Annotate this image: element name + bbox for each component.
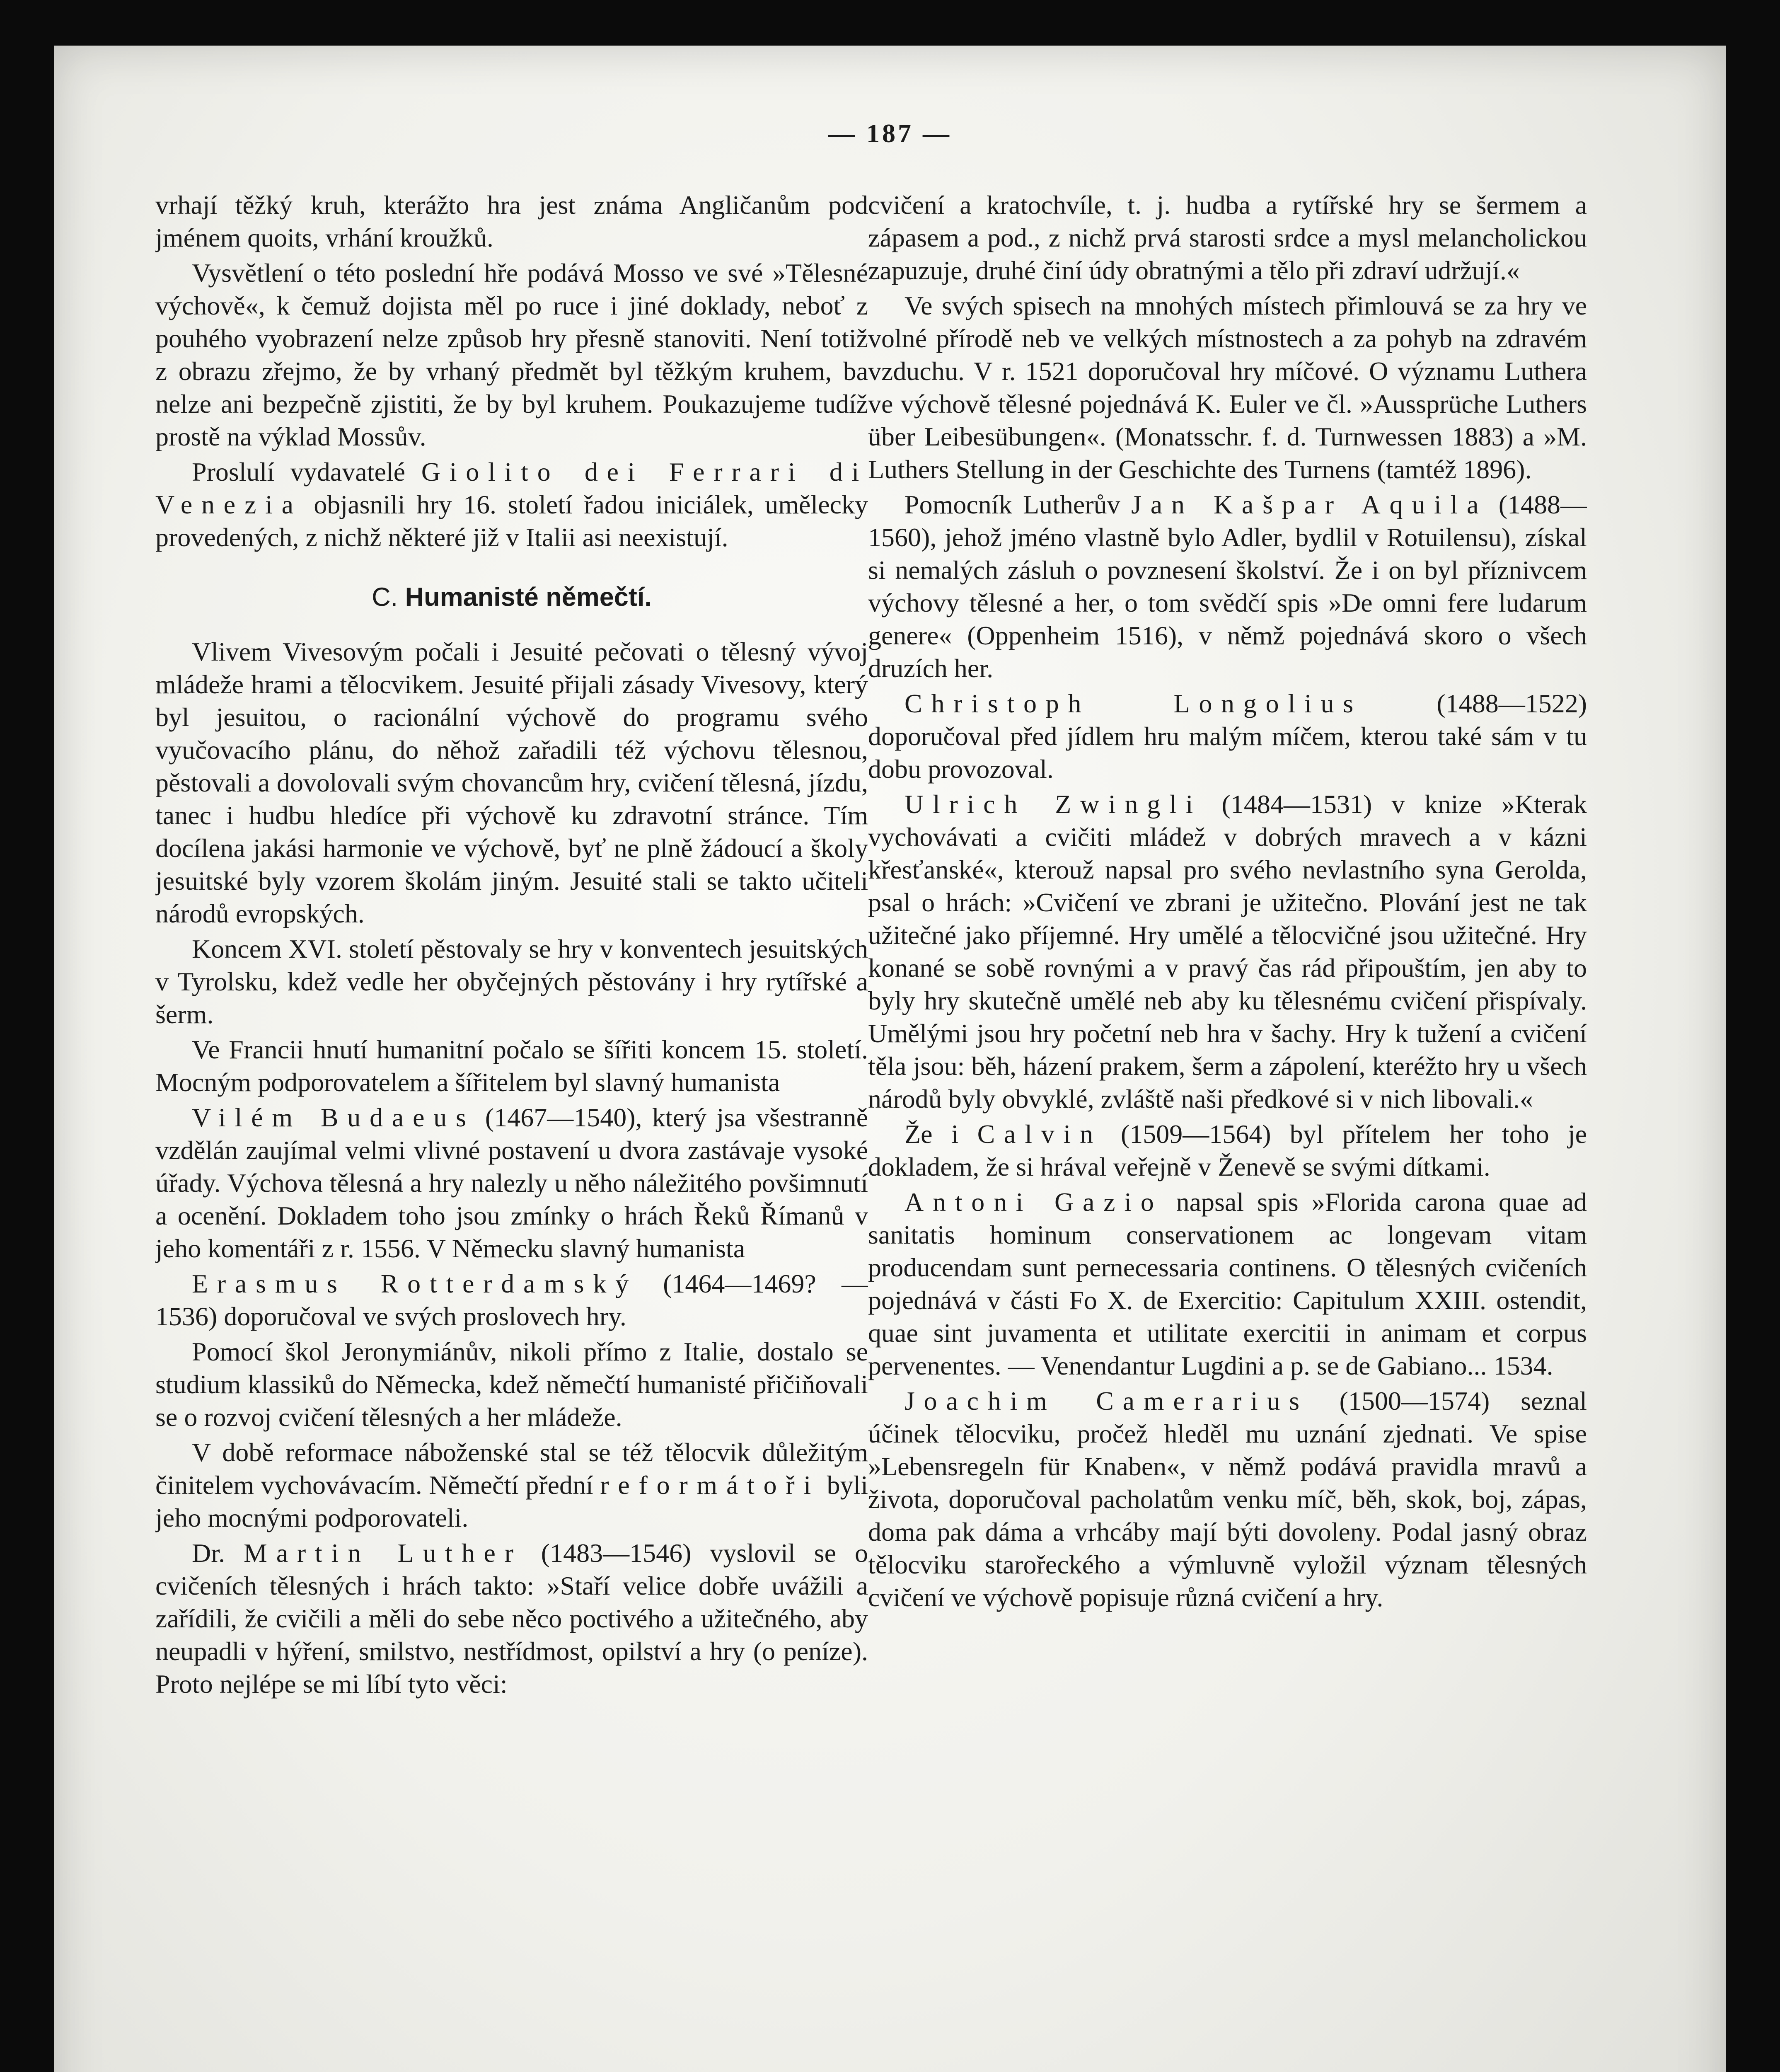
paragraph-text: Dr. xyxy=(192,1538,225,1568)
paragraph-text: (1483—1546) vyslovil se o cvičeních tělesných i hrách takto: »Staří velice dobře uvážili a zařídili, že cvičili a měli do sebe něco poctivého a užitečného, aby neupadli v hýření, smilstvo, nestřídmost, opilství a hry (o peníze). Proto nejlépe se mi líbí tyto věci: xyxy=(155,1538,868,1699)
section-title: Humanisté němečtí. xyxy=(405,583,652,612)
paragraph-text: byli jeho mocnými podporovateli. xyxy=(155,1470,868,1532)
spaced-name: Jan Kašpar Aquila xyxy=(1131,490,1488,519)
paragraph: Ve svých spisech na mnohých místech přimlouvá se za hry ve volné přírodě neb ve velkých místnostech a za pohyb na zdravém vzduchu. V r. 1521 doporučoval hry míčové. O významu Luthera ve výchově tělesné pojednává K. Euler ve čl. »Aussprüche Luthers über Leibesübungen«. (Monatsschr. f. d. Turnwessen 1883) a »M. Luthers Stellung in der Geschichte des Turnens (tamtéž 1896). xyxy=(868,291,1587,484)
paragraph xyxy=(155,1537,868,1700)
paragraph-text: objasnili hry 16. století řadou iniciálek, umělecky provedených, z nichž některé již v Italii asi neexistují. xyxy=(155,490,868,552)
paragraph-text: Pomocník Lutherův xyxy=(905,490,1120,519)
paragraph xyxy=(868,788,1587,1115)
paragraph-text: (1484—1531) v knize »Kterak vychovávati a cvičiti mládež v dobrých mravech a v kázni křesťanské«, kterouž napsal pro svého nevlastního syna Gerolda, psal o hrách: »Cvičení ve zbrani je užitečno. Plování jest ne tak užitečné jako příjemné. Hry umělé a tělocvičné jsou užitečné. Hry konané se sobě rovnými a v pravý čas rád připouštím, jen aby to byly hry skutečně umělé neb aby ku tělesnému cvičení přispívaly. Umělými jsou hry početní neb hra v šachy. Hry k tužení a cvičení těla jsou: běh, házení prakem, šerm a zápolení, kteréžto hry u všech národů byly obvyklé, zvláště naši předkové si v nich libovali.« xyxy=(868,789,1587,1113)
paragraph: vrhají těžký kruh, kterážto hra jest známa Angličanům pod jménem quoits, vrhání kroužků. xyxy=(155,190,868,252)
spaced-name: reformátoři xyxy=(600,1470,820,1500)
paragraph: Vysvětlení o této poslední hře podává Mosso ve své »Tělesné výchově«, k čemuž dojista měl po ruce i jiné doklady, neboť z pouhého vyobrazení nelze způsob hry přesně stanoviti. Není totiž z obrazu zřejmo, že by vrhaný předmět byl těžkým kruhem, ba nelze ani bezpečně zjistiti, že by byl kruhem. Poukazujeme tudíž prostě na výklad Mossův. xyxy=(155,258,868,451)
paragraph: cvičení a kratochvíle, t. j. hudba a rytířské hry se šermem a zápasem a pod., z nichž prvá starosti srdce a mysl melancholickou zapuzuje, druhé činí údy obratnými a tělo při zdraví udržují.« xyxy=(868,190,1587,285)
paragraph-text: (1464—1469? —1536) doporučoval ve svých proslovech hry. xyxy=(155,1269,868,1331)
paragraph: Koncem XVI. století pěstovaly se hry v konventech jesuitských v Tyrolsku, kdež vedle her obyčejných pěstovány i hry rytířské a šerm. xyxy=(155,934,868,1029)
paragraph-text: Že i xyxy=(905,1119,959,1149)
paragraph: Pomocí škol Jeronymiánův, nikoli přímo z Italie, dostalo se studium klassiků do Německa, kdež němečtí humanisté přičiňovali se o rozvoj cvičení tělesných a her mládeže. xyxy=(155,1337,868,1432)
section-heading xyxy=(155,581,868,614)
spaced-name: Ulrich Zwingli xyxy=(905,789,1202,819)
paragraph xyxy=(155,455,868,554)
spaced-name: Erasmus Rotterdamský xyxy=(192,1269,638,1298)
spaced-name: Calvin xyxy=(977,1119,1102,1149)
paragraph-text: napsal spis »Florida carona quae ad sanitatis hominum conservationem ac longevam vitam producendam sunt pernecessaria continens. O tělesných cvičeních pojednává v části Fo X. de Exercitio: Capitulum XXIII. ostendit, quae sint juvamenta et utilitate exercitii in animam et corpus pervenentes. — Venendantur Lugdini a p. se de Gabiano... 1534. xyxy=(868,1187,1587,1380)
right-column xyxy=(868,189,1587,2072)
spaced-name: Vilém Budaeus xyxy=(192,1103,475,1132)
paragraph xyxy=(868,1186,1587,1382)
paragraph xyxy=(868,1118,1587,1183)
paragraph: Ve Francii hnutí humanitní počalo se šířiti koncem 15. století. Mocným podporovatelem a šířitelem byl slavný humanista xyxy=(155,1035,868,1097)
section-letter: C. xyxy=(372,583,398,612)
paragraph xyxy=(868,687,1587,785)
paragraph xyxy=(868,488,1587,685)
paragraph-text: (1500—1574) seznal účinek tělocviku, pročež hleděl mu uznání zjednati. Ve spise »Lebensregeln für Knaben«, v němž podává pravidla mravů a života, doporučoval pacholatům venku míč, běh, skok, boj, zápas, doma pak dáma a vrhcáby mají býti dovoleny. Podal jasný obraz tělocviku starořeckého a výmluvně vyložil význam tělesných cvičení ve výchově popisuje různá cvičení a hry. xyxy=(868,1386,1587,1612)
paragraph-text: (1488—1560), jehož jméno vlastně bylo Adler, bydlil v Rotuilensu), získal si nemalých zásluh o povznesení školství. Že i on byl příznivcem výchovy tělesné a her, o tom svědčí spis »De omni fere ludarum genere« (Oppenheim 1516), v němž pojednává skoro o všech druzích her. xyxy=(868,490,1587,683)
paragraph xyxy=(155,1267,868,1333)
spaced-name: Joachim Camerarius xyxy=(905,1386,1308,1416)
paragraph: Vlivem Vivesovým počali i Jesuité pečovati o tělesný vývoj mládeže hrami a tělocvikem. Jesuité přijali zásady Vivesovy, který byl jesuitou, o racionální výchově do programu svého vyučovacího plánu, do něhož zařadili též výchovu tělesnou, pěstovali a dovolovali svým chovancům hry, cvičení tělesná, jízdu, tanec i hudbu hledíce při výchově ku zdravotní stránce. Tím docílena jakási harmonie ve výchově, byť ne plně žádoucí a školy jesuitské byly vzorem školám jiným. Jesuité stali se takto učiteli národů evropských. xyxy=(155,637,868,928)
paragraph-text: Proslulí vydavatelé xyxy=(192,457,406,487)
paragraph xyxy=(868,1385,1587,1614)
spaced-name: Martin Luther xyxy=(244,1538,522,1568)
paragraph-text: (1467—1540), který jsa všestranně vzdělán zaujímal velmi vlivné postavení u dvora zastávaje vysoké úřady. Výchova tělesná a hry nalezly u něho náležitého povšimnutí a ocenění. Dokladem toho jsou zmínky o hrách Řeků Římanů v jeho komentáři z r. 1556. V Německu slavný humanista xyxy=(155,1103,868,1263)
page-number: — 187 — xyxy=(828,119,952,148)
paragraph-text: (1488—1522) doporučoval před jídlem hru malým míčem, kterou také sám v tu dobu provozoval. xyxy=(868,689,1587,784)
paragraph xyxy=(155,1436,868,1534)
spaced-name: Giolito dei Ferrari di Venezia xyxy=(155,457,868,519)
spaced-name: Christoph Longolius xyxy=(905,689,1362,718)
left-column xyxy=(155,189,868,2072)
paragraph-text: (1509—1564) byl přítelem her toho je dokladem, že si hrával veřejně v Ženevě se svými dítkami. xyxy=(868,1119,1587,1181)
scanned-page xyxy=(54,46,1726,2072)
spaced-name: Antoni Gazio xyxy=(905,1187,1163,1217)
paragraph-text: V době reformace náboženské stal se též tělocvik důležitým činitelem vychovávacím. Němečtí přední xyxy=(155,1438,868,1500)
paragraph xyxy=(155,1101,868,1265)
